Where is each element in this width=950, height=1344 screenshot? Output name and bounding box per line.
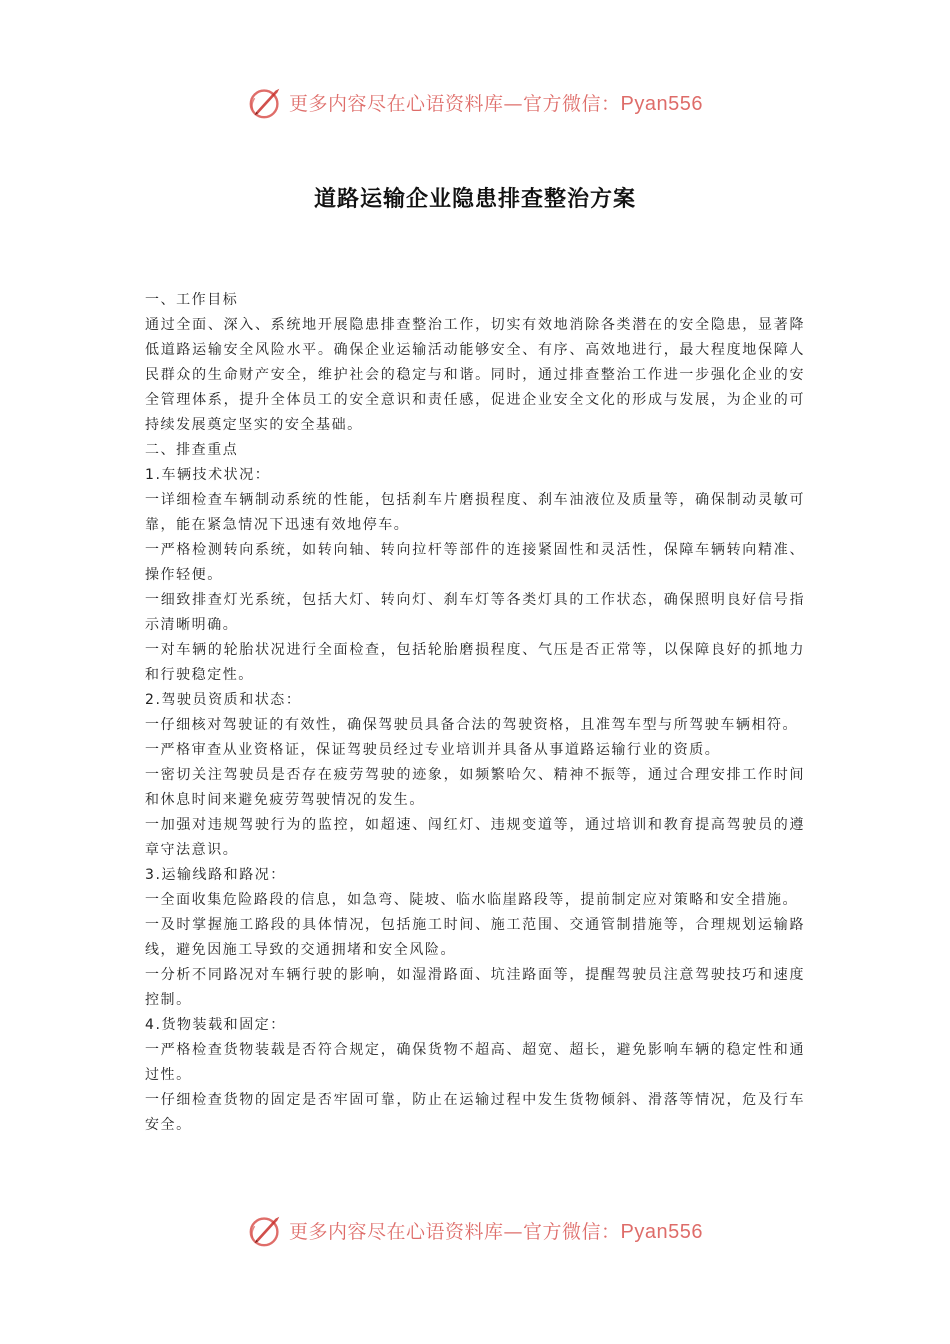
list-item: 一严格检测转向系统，如转向轴、转向拉杆等部件的连接紧固性和灵活性，保障车辆转向精准、操作轻便。 bbox=[145, 542, 805, 583]
list-item: 一分析不同路况对车辆行驶的影响，如湿滑路面、坑洼路面等，提醒驾驶员注意驾驶技巧和速度控制。 bbox=[145, 967, 805, 1008]
watermark-text: 更多内容尽在心语资料库—官方微信：Pyan556 bbox=[289, 92, 703, 115]
list-item: 一对车辆的轮胎状况进行全面检查，包括轮胎磨损程度、气压是否正常等，以保障良好的抓地力和行驶稳定性。 bbox=[145, 642, 805, 683]
list-item: 一仔细核对驾驶证的有效性，确保驾驶员具备合法的驾驶资格，且准驾车型与所驾驶车辆相符。 bbox=[145, 717, 799, 733]
list-item: 一仔细检查货物的固定是否牢固可靠，防止在运输过程中发生货物倾斜、滑落等情况，危及行车安全。 bbox=[145, 1092, 805, 1133]
watermark-wechat-id: Pyan556 bbox=[620, 92, 703, 115]
document-body bbox=[145, 288, 805, 1138]
subheading-route: 3.运输线路和路况： bbox=[145, 867, 286, 883]
list-item: 一密切关注驾驶员是否存在疲劳驾驶的迹象，如频繁哈欠、精神不振等，通过合理安排工作时间和休息时间来避免疲劳驾驶情况的发生。 bbox=[145, 767, 805, 808]
watermark-text: 更多内容尽在心语资料库—官方微信：Pyan556 bbox=[289, 1220, 703, 1243]
pen-logo-icon bbox=[247, 83, 285, 121]
list-item: 一全面收集危险路段的信息，如急弯、陡坡、临水临崖路段等，提前制定应对策略和安全措施。 bbox=[145, 892, 799, 908]
watermark-banner-inner bbox=[247, 1211, 703, 1249]
section-heading-goal: 一、工作目标 bbox=[145, 292, 239, 308]
list-item: 一加强对违规驾驶行为的监控，如超速、闯红灯、违规变道等，通过培训和教育提高驾驶员的遵章守法意识。 bbox=[145, 817, 805, 858]
list-item: 一详细检查车辆制动系统的性能，包括刹车片磨损程度、刹车油液位及质量等，确保制动灵敏可靠，能在紧急情况下迅速有效地停车。 bbox=[145, 492, 805, 533]
list-item: 一及时掌握施工路段的具体情况，包括施工时间、施工范围、交通管制措施等，合理规划运输路线，避免因施工导致的交通拥堵和安全风险。 bbox=[145, 917, 805, 958]
watermark-banner-top bbox=[0, 80, 950, 124]
watermark-banner-bottom bbox=[0, 1208, 950, 1252]
watermark-wechat-id: Pyan556 bbox=[620, 1220, 703, 1243]
subheading-driver: 2.驾驶员资质和状态： bbox=[145, 692, 302, 708]
list-item: 一细致排查灯光系统，包括大灯、转向灯、刹车灯等各类灯具的工作状态，确保照明良好信号指示清晰明确。 bbox=[145, 592, 805, 633]
pen-logo-icon bbox=[247, 1211, 285, 1249]
subheading-vehicle: 1.车辆技术状况： bbox=[145, 467, 271, 483]
list-item: 一严格审查从业资格证，保证驾驶员经过专业培训并具备从事道路运输行业的资质。 bbox=[145, 742, 721, 758]
document-title: 道路运输企业隐患排查整治方案 bbox=[313, 187, 636, 212]
subheading-cargo: 4.货物装载和固定： bbox=[145, 1017, 286, 1033]
section-heading-focus: 二、排查重点 bbox=[145, 442, 239, 458]
paragraph-goal: 通过全面、深入、系统地开展隐患排查整治工作，切实有效地消除各类潜在的安全隐患，显著降低道路运输安全风险水平。确保企业运输活动能够安全、有序、高效地进行，最大程度地保障人民群众的生命财产安全，维护社会的稳定与和谐。同时，通过排查整治工作进一步强化企业的安全管理体系，提升全体员工的安全意识和责任感，促进企业安全文化的形成与发展，为企业的可持续发展奠定坚实的安全基础。 bbox=[145, 317, 805, 433]
watermark-banner-inner bbox=[247, 83, 703, 121]
list-item: 一严格检查货物装载是否符合规定，确保货物不超高、超宽、超长，避免影响车辆的稳定性和通过性。 bbox=[145, 1042, 805, 1083]
